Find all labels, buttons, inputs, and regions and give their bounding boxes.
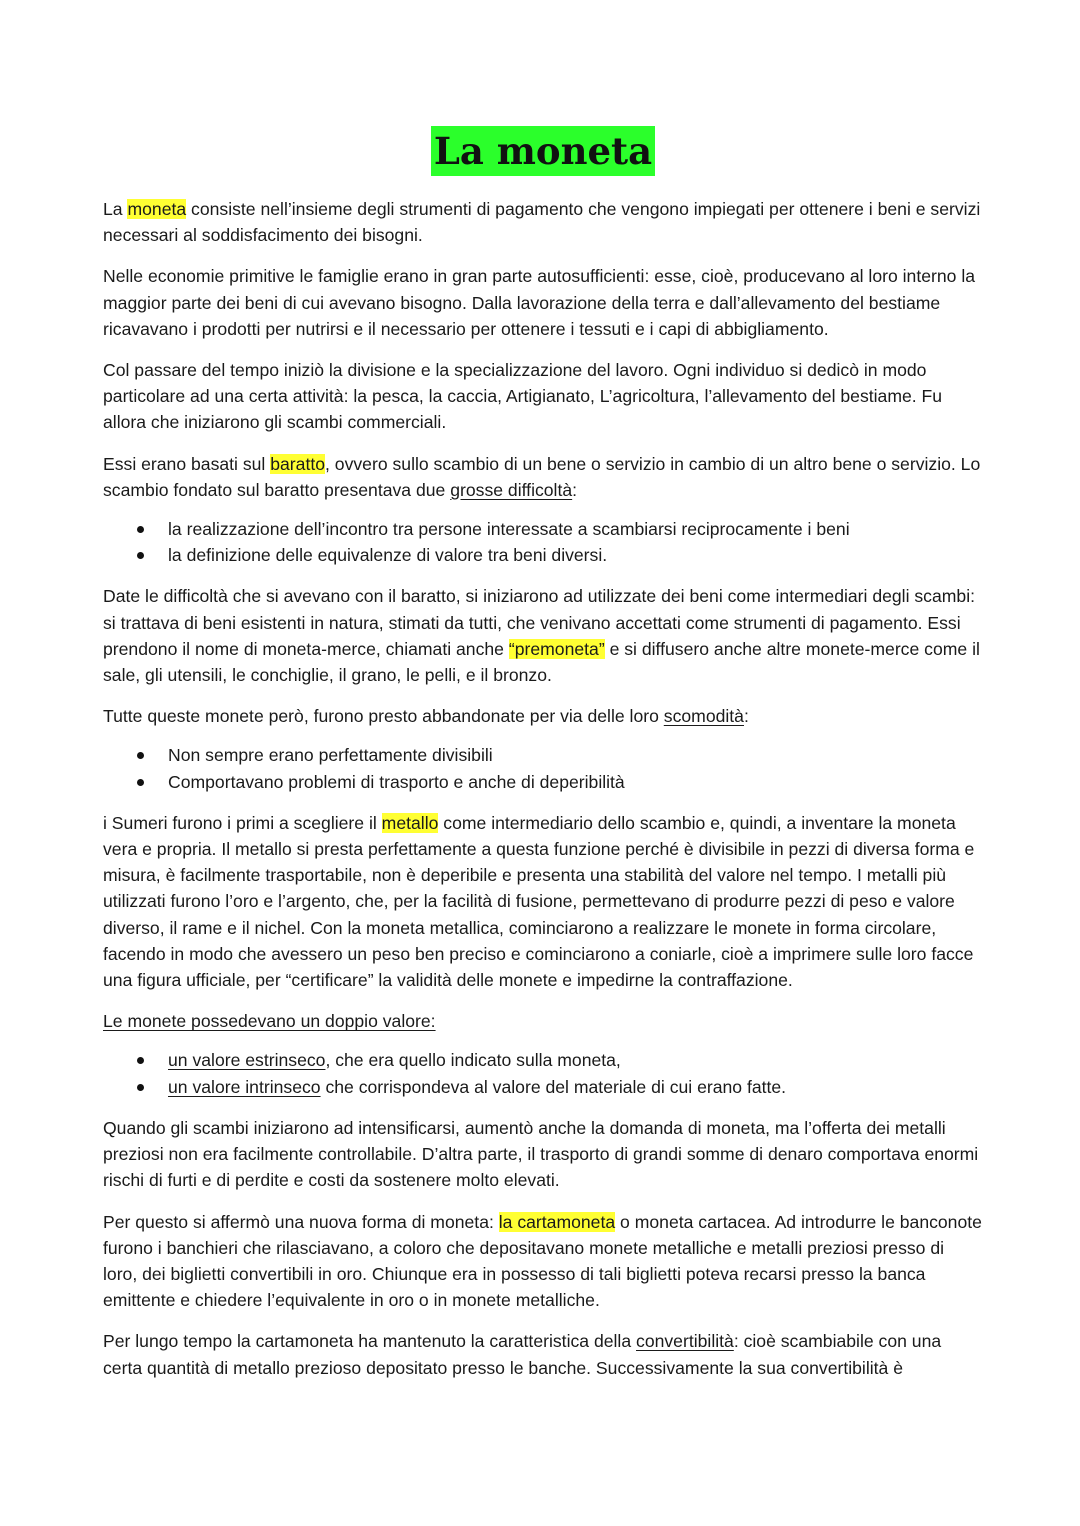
paragraph-paper-money: Per questo si affermò una nuova forma di moneta: la cartamoneta o moneta cartacea. Ad introdurre le banconote furono i banchieri che rilasciavano, a coloro che depositavano monete metalliche e metalli preziosi presso di loro, dei biglietti convertibili in oro. Chiunque era in possesso di tali biglietti poteva recarsi presso la banca emittente e chiedere l’equivalente in oro o in monete metalliche. [103, 1211, 982, 1311]
list-item: Comportavano problemi di trasporto e anche di deperibilità [103, 769, 983, 795]
bullet-icon [137, 552, 144, 559]
paragraph-definition: La moneta consiste nell’insieme degli strumenti di pagamento che vengono impiegati per ottenere i beni e servizi necessari al soddisfacimento dei bisogni. [103, 199, 981, 246]
list-item: Non sempre erano perfettamente divisibili [103, 742, 983, 768]
inconveniences-list [103, 742, 983, 794]
paragraph-primitive-economies: Nelle economie primitive le famiglie erano in gran parte autosufficienti: esse, cioè, producevano al loro interno la maggior parte dei beni di cui avevano bisogno. Dalla lavorazione della terra e dall’allevamento del bestiame ricavavano i prodotti per nutrirsi e il necessario per ottenere i tessuti e i capi di abbigliamento. [103, 266, 976, 339]
highlight-metallo: metallo [381, 812, 439, 833]
paragraph-abandonment: Tutte queste monete però, furono presto abbandonate per via delle loro scomodità: [103, 706, 749, 727]
underline-grosse-difficolta: grosse difficoltà [450, 479, 573, 500]
bullet-icon [137, 1057, 144, 1064]
highlight-baratto: baratto [270, 453, 326, 474]
bullet-icon [137, 526, 144, 533]
document-page [103, 126, 983, 1396]
paragraph-double-value-heading: Le monete possedevano un doppio valore: [103, 1011, 436, 1032]
paragraph-premoneta: Date le difficoltà che si avevano con il baratto, si iniziarono ad utilizzate dei beni come intermediari degli scambi: si trattava di beni esistenti in natura, stimati da tutti, che venivano accettati come strumenti di pagamento. Essi prendono il nome di moneta-merce, chiamati anche “premoneta” e si diffusero anche altre monete-merce come il sale, gli utensili, le conchiglie, il grano, le pelli, e il bronzo. [103, 586, 980, 686]
paragraph-demand: Quando gli scambi iniziarono ad intensificarsi, aumentò anche la domanda di moneta, ma l’offerta dei metalli preziosi non era facilmente controllabile. D’altra parte, il trasporto di grandi somme di denaro comportava enormi rischi di furti e di perdite e costi da sostenere molto elevati. [103, 1117, 979, 1191]
page-title: La moneta [431, 126, 655, 176]
paragraph-convertibility: Per lungo tempo la cartamoneta ha mantenuto la caratteristica della convertibilità: cioè scambiabile con una certa quantità di metallo prezioso depositato presso le banche. Successivamente la sua convertibilità è [103, 1331, 942, 1378]
bullet-icon [137, 752, 144, 759]
list-item: la definizione delle equivalenze di valore tra beni diversi. [103, 542, 983, 568]
list-item: un valore estrinseco, che era quello indicato sulla moneta, [103, 1047, 983, 1073]
title-container [103, 126, 983, 178]
highlight-cartamoneta: la cartamoneta [498, 1211, 616, 1232]
list-item: la realizzazione dell’incontro tra persone interessate a scambiarsi reciprocamente i beni [103, 516, 983, 542]
double-value-list [103, 1047, 983, 1099]
highlight-moneta: moneta [127, 199, 187, 219]
paragraph-barter: Essi erano basati sul baratto, ovvero sullo scambio di un bene o servizio in cambio di un altro bene o servizio. Lo scambio fondato sul baratto presentava due grosse difficoltà: [103, 453, 981, 500]
bullet-icon [137, 779, 144, 786]
bullet-icon [137, 1084, 144, 1091]
paragraph-specialization: Col passare del tempo iniziò la divisione e la specializzazione del lavoro. Ogni individuo si dedicò in modo particolare ad una certa attività: la pesca, la caccia, Artigianato, L’agricoltura, l’allevamento del bestiame. Fu allora che iniziarono gli scambi commerciali. [103, 360, 943, 433]
barter-difficulties-list [103, 516, 983, 568]
list-item: un valore intrinseco che corrispondeva al valore del materiale di cui erano fatte. [103, 1074, 983, 1100]
highlight-premoneta: “premoneta” [508, 638, 605, 659]
underline-scomodita: scomodità [663, 706, 744, 727]
paragraph-metal: i Sumeri furono i primi a scegliere il metallo come intermediario dello scambio e, quindi, a inventare la moneta vera e propria. Il metallo si presta perfettamente a questa funzione perché è divisibile in pezzi di diversa forma e misura, è facilmente trasportabile, non è deperibile e presenta una stabilità del valore nel tempo. I metalli più utilizzati furono l’oro e l’argento, che, per la facilità di fusione, permettevano di produrre pezzi di peso e valore diverso, il rame e il nichel. Con la moneta metallica, cominciarono a realizzare le monete in forma circolare, facendo in modo che avessero un peso ben preciso e cominciarono a coniarle, cioè a imprimere sulle loro facce una figura ufficiale, per “certificare” la validità delle monete e impedirne la contraffazione. [103, 812, 975, 991]
underline-convertibilita: convertibilità [636, 1331, 734, 1352]
